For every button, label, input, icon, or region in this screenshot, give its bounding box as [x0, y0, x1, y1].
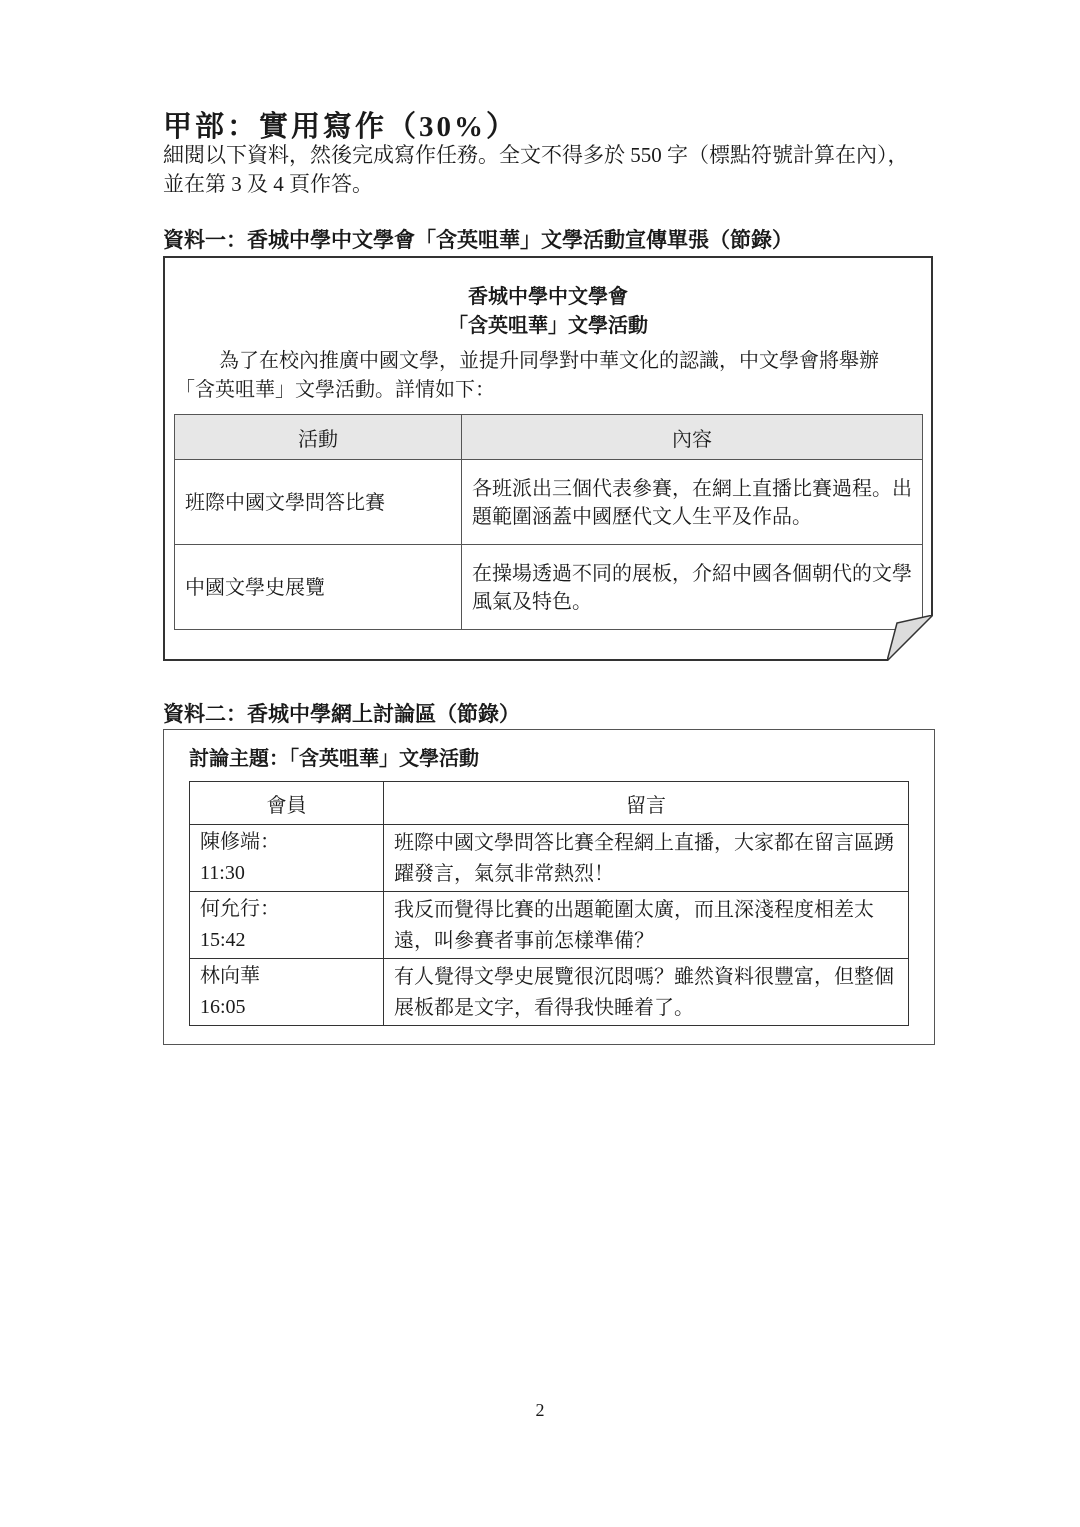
table-row [190, 825, 909, 892]
message-cell: 有人覺得文學史展覽很沉悶嗎？雖然資料很豐富，但整個展板都是文字，看得我快睡着了。 [384, 959, 909, 1026]
column-header-member: 會員 [190, 782, 384, 825]
content-cell: 在操場透過不同的展板，介紹中國各個朝代的文學風氣及特色。 [462, 545, 923, 630]
table-row [175, 460, 923, 545]
content-cell: 各班派出三個代表參賽，在網上直播比賽過程。出題範圍涵蓋中國歷代文人生平及作品。 [462, 460, 923, 545]
post-time: 11:30 [200, 862, 245, 884]
column-header-message: 留言 [384, 782, 909, 825]
member-cell [190, 825, 384, 892]
member-name: 林向華 [200, 965, 260, 987]
leaflet-intro: 為了在校內推廣中國文學，並提升同學對中華文化的認識，中文學會將舉辦「含英咀華」文學活動。詳情如下： [175, 348, 879, 401]
leaflet-title-2: 「含英咀華」文學活動 [448, 313, 648, 337]
instruction-line-2: 並在第 3 及 4 頁作答。 [163, 172, 373, 196]
page-number: 2 [535, 1400, 545, 1420]
member-name: 陳修端： [200, 831, 280, 853]
table-row [190, 892, 909, 959]
message-cell: 我反而覺得比賽的出題範圍太廣，而且深淺程度相差太遠，叫參賽者事前怎樣準備？ [384, 892, 909, 959]
leaflet-table [174, 414, 923, 630]
table-header-row [175, 415, 923, 460]
table-row [190, 959, 909, 1026]
column-header-content: 內容 [462, 415, 923, 460]
forum-box [163, 729, 935, 1045]
member-cell [190, 892, 384, 959]
material2-heading: 資料二：香城中學網上討論區（節錄） [163, 702, 520, 726]
leaflet-box [163, 256, 933, 661]
forum-table [189, 781, 909, 1026]
material1-heading: 資料一：香城中學中文學會「含英咀華」文學活動宣傳單張（節錄） [163, 228, 793, 252]
table-row [175, 545, 923, 630]
page-curl-icon [887, 615, 933, 661]
column-header-activity: 活動 [175, 415, 462, 460]
section-title: 甲部：實用寫作（30%） [163, 111, 519, 143]
post-time: 16:05 [200, 996, 246, 1018]
leaflet-title-1: 香城中學中文學會 [468, 284, 628, 308]
instruction-line-1: 細閱以下資料，然後完成寫作任務。全文不得多於 550 字（標點符號計算在內）， [163, 143, 909, 167]
member-name: 何允行： [200, 898, 280, 920]
member-cell [190, 959, 384, 1026]
forum-topic: 討論主題：「含英咀華」文學活動 [189, 746, 479, 770]
post-time: 15:42 [200, 929, 246, 951]
activity-cell: 班際中國文學問答比賽 [175, 460, 462, 545]
table-header-row [190, 782, 909, 825]
message-cell: 班際中國文學問答比賽全程網上直播，大家都在留言區踴躍發言，氣氛非常熱烈！ [384, 825, 909, 892]
activity-cell: 中國文學史展覽 [175, 545, 462, 630]
